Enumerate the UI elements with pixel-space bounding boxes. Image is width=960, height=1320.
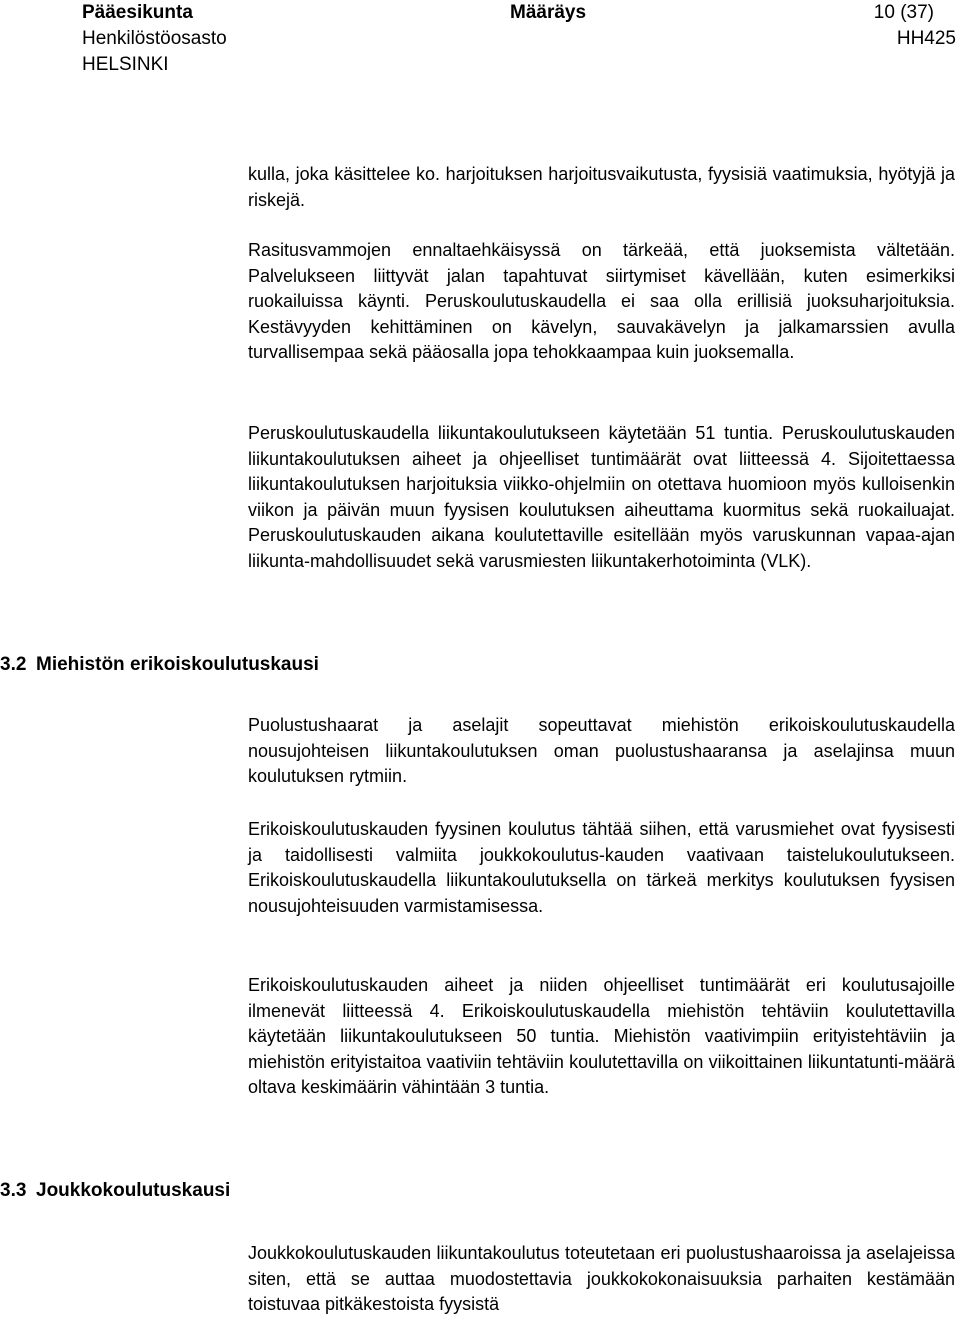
header-document-id: HH425: [896, 28, 956, 49]
section-number: 3.3: [0, 1180, 27, 1201]
paragraph-4: [248, 713, 955, 790]
paragraph-2-text: Rasitusvammojen ennaltaehkäisyssä on tärkeää, että juoksemista vältetään. Palvelukseen liittyvät jalan tapahtuvat siirtymiset kävellään, kuten esimerkiksi ruokailuissa käynti. Peruskoulutuskaudella ei saa olla erillisiä juoksuharjoituksia. Kestävyyden kehittäminen on kävelyn, sauvakävelyn ja jalkamarssien avulla turvallisempaa sekä pääosalla jopa tehokkaampaa kuin juoksemalla.: [248, 240, 955, 362]
header-page-number: 10 (37): [873, 2, 934, 23]
paragraph-6: [248, 973, 955, 1101]
section-title: Joukkokoulutuskausi: [36, 1180, 231, 1201]
paragraph-7: [248, 1241, 955, 1318]
section-number: 3.2: [0, 654, 27, 675]
section-title: Miehistön erikoiskoulutuskausi: [36, 654, 319, 675]
section-heading-3-3: [0, 1178, 230, 1204]
paragraph-1-text: kulla, joka käsittelee ko. harjoituksen harjoitusvaikutusta, fyysisiä vaatimuksia, hyötyjä ja riskejä.: [248, 164, 955, 210]
header-department: Henkilöstöosasto: [82, 28, 227, 49]
paragraph-1: [248, 162, 955, 213]
header-city: HELSINKI: [82, 54, 169, 75]
paragraph-4-text: Puolustushaarat ja aselajit sopeuttavat miehistön erikoiskoulutuskaudella nousujohteisen liikuntakoulutuksen oman puolustushaaransa ja aselajinsa muun koulutuksen rytmiin.: [248, 715, 955, 786]
paragraph-7-text: Joukkokoulutuskauden liikuntakoulutus toteutetaan eri puolustushaaroissa ja aselajeissa siten, että se auttaa muodostettavia joukkokokonaisuuksia parhaiten kestämään toistuvaa pitkäkestoista fyysistä: [248, 1243, 955, 1314]
paragraph-3-text: Peruskoulutuskaudella liikuntakoulutukseen käytetään 51 tuntia. Peruskoulutuskauden liikuntakoulutuksen aiheet ja ohjeelliset tuntimäärät ovat liitteessä 4. Sijoitettaessa liikuntakoulutuksen harjoituksia viikko-ohjelmiin on otettava huomioon myös kulloisenkin viikon ja päivän muun fyysisen koulutuksen aiheuttama kuormitus sekä ruokailuajat. Peruskoulutuskauden aikana koulutettaville esitellään myös varuskunnan vapaa-ajan liikunta-mahdollisuudet sekä varusmiesten liikuntakerhotoiminta (VLK).: [248, 423, 955, 571]
header-document-type: Määräys: [510, 2, 587, 23]
paragraph-5-text: Erikoiskoulutuskauden fyysinen koulutus tähtää siihen, että varusmiehet ovat fyysisesti ja taidollisesti valmiita joukkokoulutus-kauden vaativaan taistelukoulutukseen. Erikoiskoulutuskaudella liikuntakoulutuksella on tärkeä merkitys koulutuksen fyysisen nousujohteisuuden varmistamisessa.: [248, 819, 955, 916]
paragraph-3: [248, 421, 955, 574]
section-heading-3-2: [0, 652, 319, 678]
header-organization: Pääesikunta: [82, 2, 193, 23]
paragraph-2: [248, 238, 955, 366]
paragraph-5: [248, 817, 955, 919]
paragraph-6-text: Erikoiskoulutuskauden aiheet ja niiden ohjeelliset tuntimäärät eri koulutusajoille ilmenevät liitteessä 4. Erikoiskoulutuskaudella miehistön tehtäviin koulutettavilla käytetään liikuntakoulutukseen 50 tuntia. Miehistön vaativimpiin erityistehtäviin ja miehistön erityistaitoa vaativiin tehtäviin koulutettavilla on viikoittainen liikuntatunti-määrä oltava keskimäärin vähintään 3 tuntia.: [248, 975, 955, 1097]
